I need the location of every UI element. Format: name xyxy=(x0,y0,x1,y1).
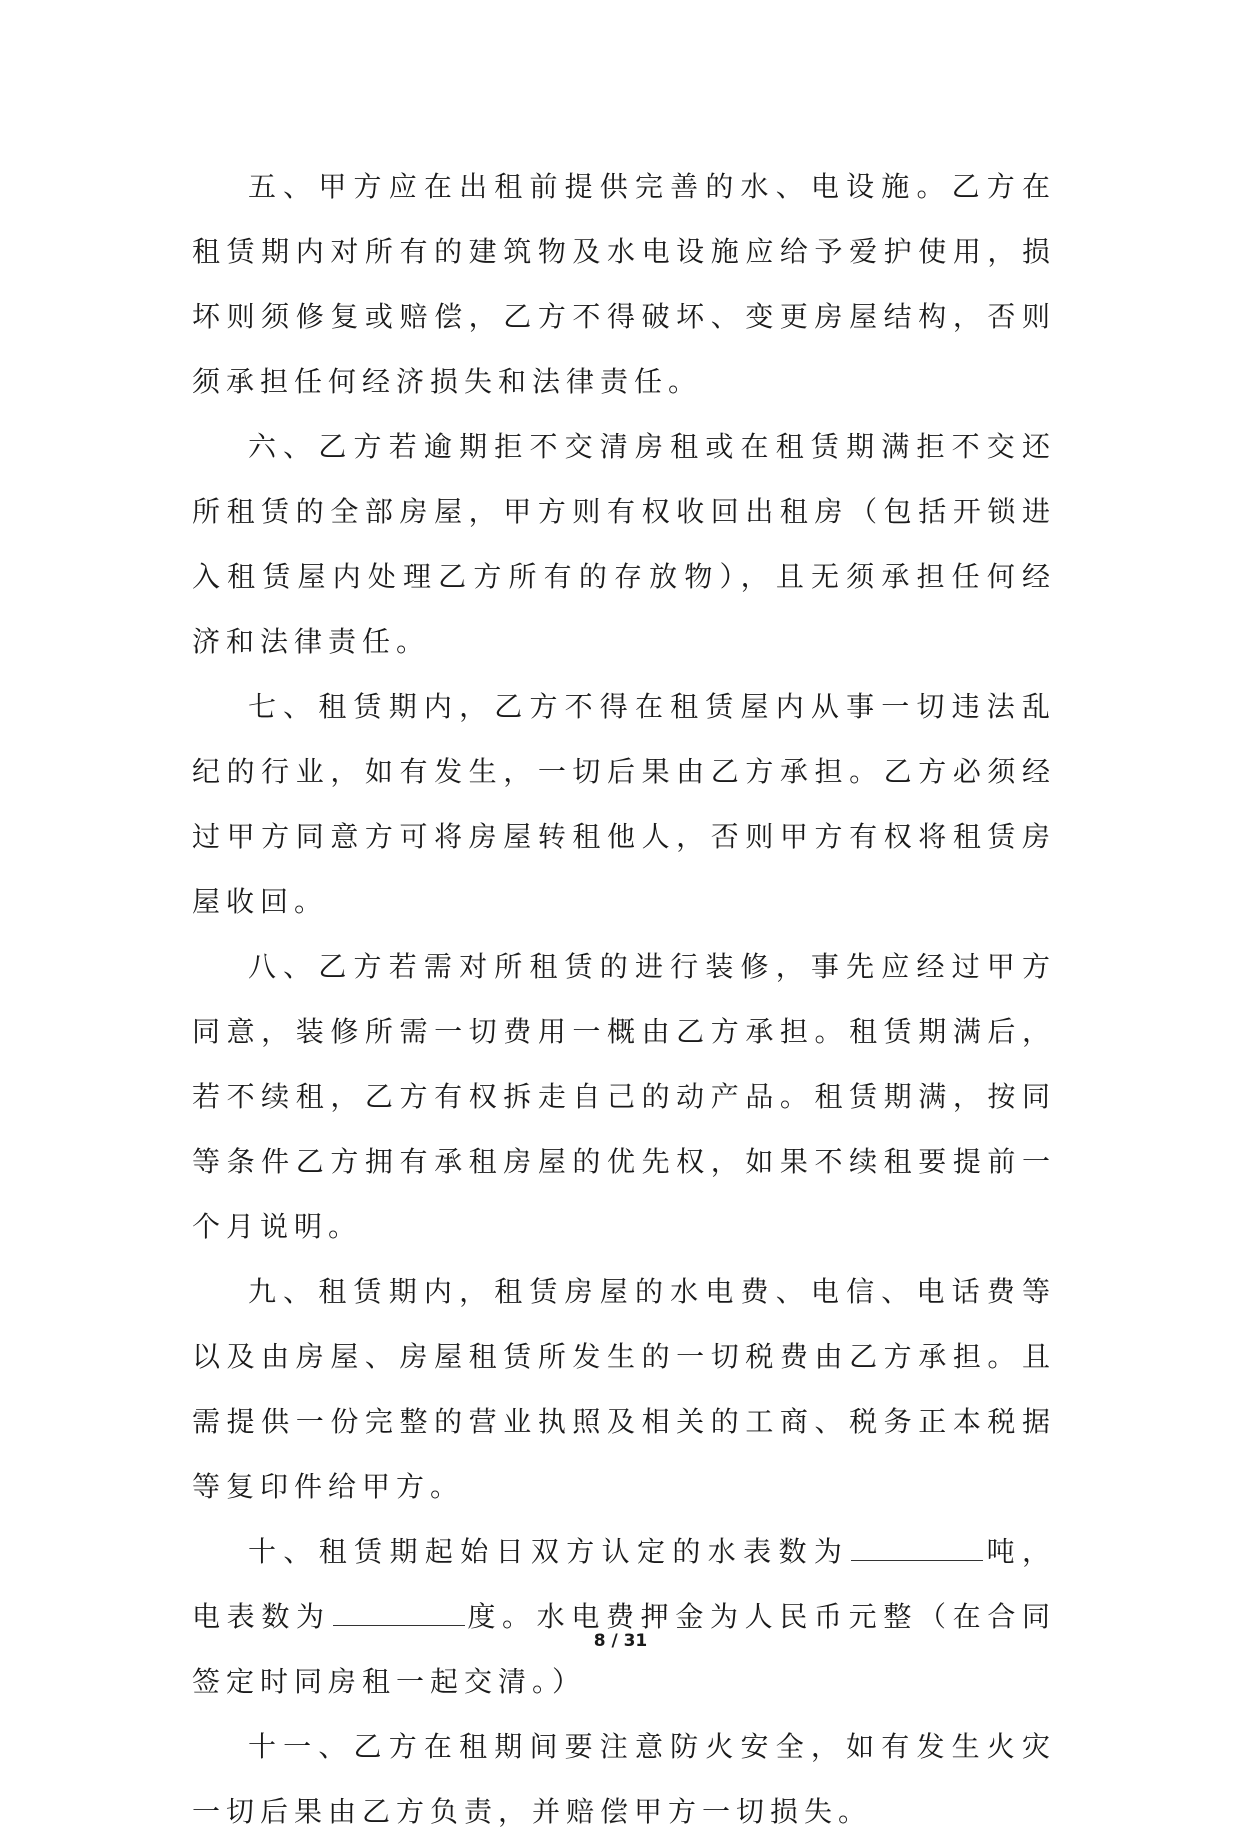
contract-body xyxy=(192,154,1056,1844)
clause-11: 十一、乙方在租期间要注意防火安全，如有发生火灾一切后果由乙方负责，并赔偿甲方一切损失。 xyxy=(192,1730,1056,1828)
clause-5: 五、甲方应在出租前提供完善的水、电设施。乙方在租赁期内对所有的建筑物及水电设施应给予爱护使用，损坏则须修复或赔偿，乙方不得破坏、变更房屋结构，否则须承担任何经济损失和法律责任。 xyxy=(192,170,1056,398)
clause-6: 六、乙方若逾期拒不交清房租或在租赁期满拒不交还所租赁的全部房屋，甲方则有权收回出租房（包括开锁进入租赁屋内处理乙方所有的存放物），且无须承担任何经济和法律责任。 xyxy=(192,430,1056,658)
electric-meter-blank xyxy=(333,1603,465,1626)
page-number: 8 / 31 xyxy=(593,1631,648,1651)
clause-10 xyxy=(192,1519,1056,1714)
clause-10-part3: 度。水电费押金为人民币元整（在合同签定时同房租一起交清。） xyxy=(192,1600,1056,1698)
clause-10-part1: 十、租赁期起始日双方认定的水表数为 xyxy=(248,1535,850,1568)
clause-8: 八、乙方若需对所租赁的进行装修，事先应经过甲方同意，装修所需一切费用一概由乙方承担。租赁期满后，若不续租，乙方有权拆走自己的动产品。租赁期满，按同等条件乙方拥有承租房屋的优先权，如果不续租要提前一个月说明。 xyxy=(192,950,1056,1243)
water-meter-blank xyxy=(851,1538,983,1561)
clause-7: 七、租赁期内，乙方不得在租赁屋内从事一切违法乱纪的行业，如有发生，一切后果由乙方承担。乙方必须经过甲方同意方可将房屋转租他人，否则甲方有权将租赁房屋收回。 xyxy=(192,690,1056,918)
clause-9: 九、租赁期内，租赁房屋的水电费、电信、电话费等以及由房屋、房屋租赁所发生的一切税费由乙方承担。且需提供一份完整的营业执照及相关的工商、税务正本税据等复印件给甲方。 xyxy=(192,1275,1056,1503)
clause-10-part2: 吨，电表数为 xyxy=(192,1535,1056,1633)
